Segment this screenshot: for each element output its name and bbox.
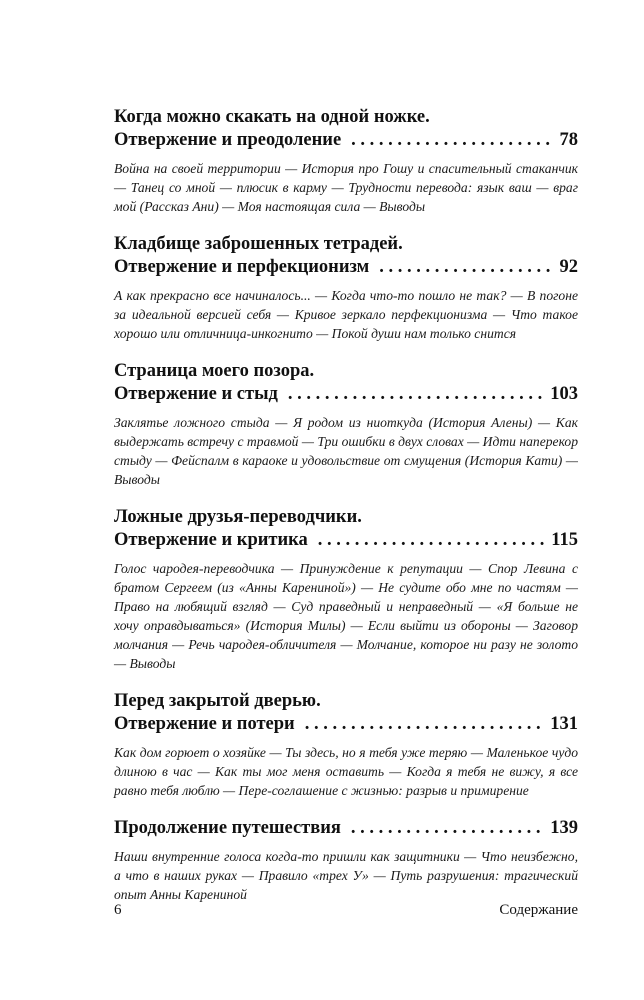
- toc-entry: [114, 817, 578, 904]
- entry-title: Перед закрытой дверью.: [114, 691, 321, 711]
- leader-dots: [288, 383, 544, 406]
- page-number: 92: [559, 257, 578, 277]
- entry-title: Продолжение путешествия: [114, 818, 341, 838]
- entry-description: Как дом горюет о хозяйке — Ты здесь, но я тебя уже теряю — Маленькое чудо длиною в час — Как ты мог меня оставить — Когда я тебя не вижу, я все равно тебя люблю — Пере-соглашение с жизнью: разрыв и примирение: [114, 745, 578, 798]
- entry-subtitle-row: [114, 256, 578, 279]
- page-number: 78: [559, 130, 578, 150]
- leader-dots: [379, 256, 553, 279]
- leader-dots: [318, 529, 545, 552]
- footer-page-number: 6: [114, 902, 122, 918]
- entry-description: Наши внутренние голоса когда-то пришли как защитники — Что неизбежно, а что в наших руках — Правило «трех У» — Путь разрушения: трагический опыт Анны Карениной: [114, 849, 578, 902]
- entry-subtitle-row: [114, 383, 578, 406]
- entry-subtitle: Отвержение и перфекционизм: [114, 257, 370, 277]
- page-number: 139: [550, 818, 578, 838]
- entry-title: Когда можно скакать на одной ножке.: [114, 107, 430, 127]
- entry-subtitle: Отвержение и критика: [114, 530, 308, 550]
- toc-entry: [114, 690, 578, 800]
- entry-title: Страница моего позора.: [114, 361, 315, 381]
- leader-dots: [351, 129, 553, 152]
- page-number: 131: [550, 714, 578, 734]
- entry-description: А как прекрасно все начиналось... — Когда что-то пошло не так? — В погоне за идеальной версией себя — Кривое зеркало перфекционизма — Что такое хорошо или отличница-инкогнито — Покой души нам только снится: [114, 288, 578, 341]
- entry-subtitle-row: [114, 529, 578, 552]
- entry-description: Голос чародея-переводчика — Принуждение к репутации — Спор Левина с братом Сергеем (из «Анны Карениной») — Не судите обо мне по частям — Право на любящий взгляд — Суд праведный и неправедный — «Я больше не хочу оправдываться» (История Милы) — Если выйти из обороны — Заговор молчания — Речь чародея-обличителя — Молчание, которое ни разу не золото — Выводы: [114, 561, 578, 671]
- entry-subtitle-row: [114, 713, 578, 736]
- entry-subtitle: Отвержение и потери: [114, 714, 295, 734]
- page-number: 103: [550, 384, 578, 404]
- entry-description: Заклятье ложного стыда — Я родом из ниоткуда (История Алены) — Как выдержать встречу с травмой — Три ошибки в двух словах — Идти наперекор стыду — Фейспалм в караоке и удовольствие от смущения (История Кати) — Выводы: [114, 415, 578, 487]
- page-number: 115: [551, 530, 578, 550]
- leader-dots: [305, 713, 545, 736]
- entry-title: Ложные друзья-переводчики.: [114, 507, 362, 527]
- toc-entry: [114, 233, 578, 343]
- entry-subtitle: Отвержение и преодоление: [114, 130, 342, 150]
- leader-dots: [351, 817, 544, 840]
- entry-title: Кладбище заброшенных тетрадей.: [114, 234, 403, 254]
- entry-description: Война на своей территории — История про Гошу и спасительный стаканчик — Танец со мной — плюсик в карму — Трудности перевода: язык ваш — враг мой (Рассказ Ани) — Моя настоящая сила — Выводы: [114, 161, 578, 214]
- entry-subtitle-row: [114, 817, 578, 840]
- toc-entry: [114, 106, 578, 216]
- entry-subtitle: Отвержение и стыд: [114, 384, 278, 404]
- table-of-contents: [114, 106, 578, 921]
- entry-subtitle-row: [114, 129, 578, 152]
- toc-entry: [114, 506, 578, 673]
- footer-section-title: Содержание: [499, 902, 578, 918]
- toc-entry: [114, 360, 578, 489]
